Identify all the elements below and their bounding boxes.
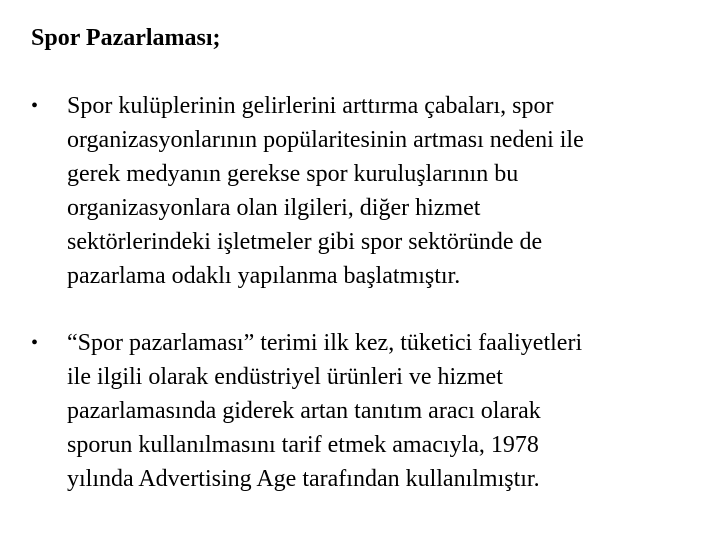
- bullet-item: [31, 89, 691, 293]
- bullet-list: [31, 89, 691, 496]
- bullet-text-line: organizasyonlara olan ilgileri, diğer hizmet: [67, 195, 481, 221]
- bullet-text-line: organizasyonlarının popülaritesinin artması nedeni ile: [67, 127, 584, 153]
- bullet-text-line: pazarlamasında giderek artan tanıtım aracı olarak: [67, 398, 541, 424]
- bullet-text-line: Spor kulüplerinin gelirlerini arttırma çabaları, spor: [67, 93, 554, 119]
- bullet-item: [31, 326, 691, 496]
- slide-title: Spor Pazarlaması;: [31, 25, 221, 51]
- bullet-text-line: ile ilgili olarak endüstriyel ürünleri ve hizmet: [67, 364, 503, 390]
- bullet-text-line: “Spor pazarlaması” terimi ilk kez, tüketici faaliyetleri: [67, 330, 583, 356]
- bullet-marker: •: [31, 95, 39, 117]
- bullet-marker: •: [31, 332, 39, 354]
- bullet-text-line: yılında Advertising Age tarafından kullanılmıştır.: [67, 466, 540, 492]
- bullet-text-line: gerek medyanın gerekse spor kuruluşlarının bu: [67, 161, 519, 187]
- bullet-text-line: sporun kullanılmasını tarif etmek amacıyla, 1978: [67, 432, 539, 458]
- bullet-text-line: sektörlerindeki işletmeler gibi spor sektöründe de: [67, 229, 543, 255]
- bullet-text-line: pazarlama odaklı yapılanma başlatmıştır.: [67, 263, 461, 289]
